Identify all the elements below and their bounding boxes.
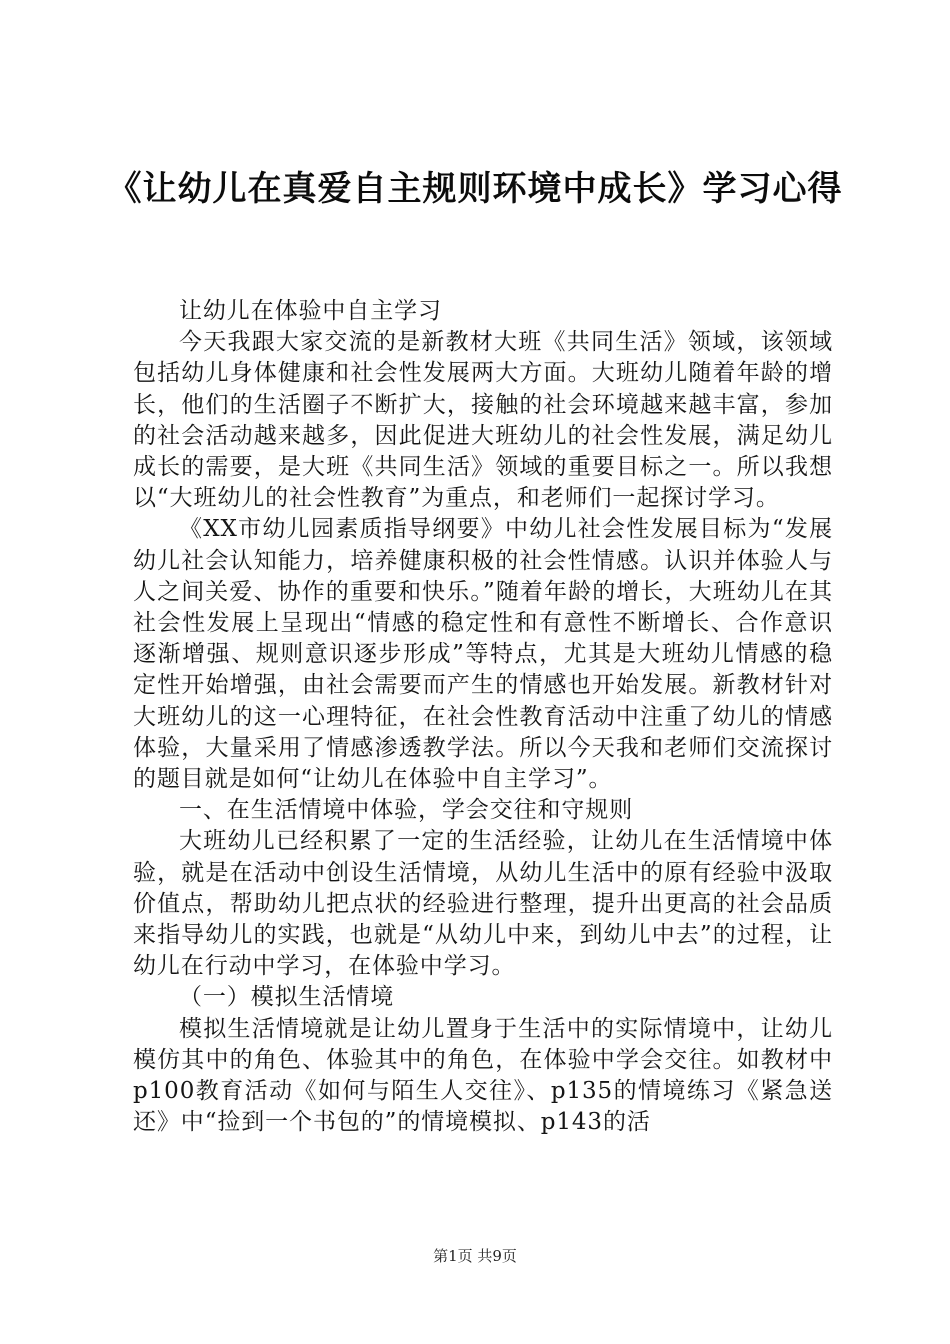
subsection-heading: （一）模拟生活情境	[179, 984, 395, 1011]
paragraph-subtitle: 让幼儿在体验中自主学习	[179, 298, 442, 324]
paragraph: 大班幼儿已经积累了一定的生活经验，让幼儿在生活情境中体验，就是在活动中创设生活情境，从幼儿生活中的原有经验中汲取价值点，帮助幼儿把点状的经验进行整理，提升出更高的社会品质来指导幼儿的实践，也就是“从幼儿中来，到幼儿中去”的过程，让幼儿在行动中学习，在体验中学习。	[133, 828, 833, 980]
section-heading: 一、在生活情境中体验，学会交往和守规则	[179, 797, 634, 824]
document-title: 《让幼儿在真爱自主规则环境中成长》学习心得	[107, 169, 843, 209]
paragraph: 《XX市幼儿园素质指导纲要》中幼儿社会性发展目标为“发展幼儿社会认知能力，培养健康积极的社会性情感。认识并体验人与人之间关爱、协作的重要和快乐。”随着年龄的增长，大班幼儿在其社会性发展上呈现出“情感的稳定性和有意性不断增长、合作意识逐渐增强、规则意识逐步形成”等特点，尤其是大班幼儿情感的稳定性开始增强，由社会需要而产生的情感也开始发展。新教材针对大班幼儿的这一心理特征，在社会性教育活动中注重了幼儿的情感体验，大量采用了情感渗透教学法。所以今天我和老师们交流探讨的题目就是如何“让幼儿在体验中自主学习”。	[133, 516, 833, 793]
paragraph: 模拟生活情境就是让幼儿置身于生活中的实际情境中，让幼儿模仿其中的角色、体验其中的角色，在体验中学会交往。如教材中p100教育活动《如何与陌生人交往》、p135的情境练习《紧急送还》中“捡到一个书包的”的情境模拟、p143的活	[133, 1015, 833, 1136]
paragraph: 今天我跟大家交流的是新教材大班《共同生活》领域，该领域包括幼儿身体健康和社会性发展两大方面。大班幼儿随着年龄的增长，他们的生活圈子不断扩大，接触的社会环境越来越丰富，参加的社会活动越来越多，因此促进大班幼儿的社会性发展，满足幼儿成长的需要，是大班《共同生活》领域的重要目标之一。所以我想以“大班幼儿的社会性教育”为重点，和老师们一起探讨学习。	[133, 329, 833, 512]
document-body	[133, 296, 833, 1138]
page-number: 第1页 共9页	[433, 1247, 517, 1265]
